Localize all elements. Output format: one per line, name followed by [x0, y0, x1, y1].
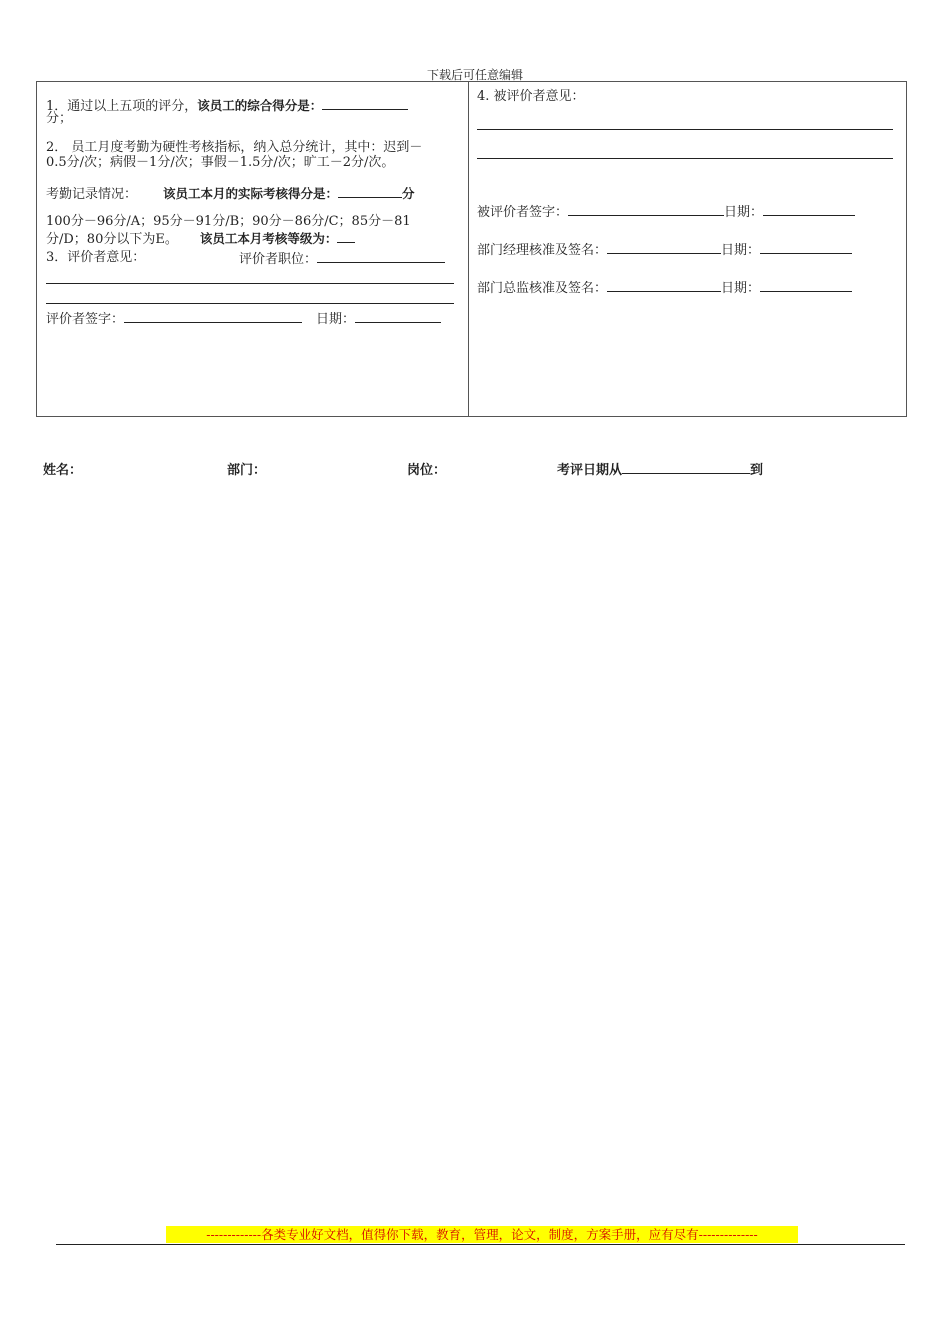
period-from-label: 考评日期从: [557, 463, 623, 478]
evaluation-period: [557, 459, 763, 478]
post-label: 岗位：: [407, 463, 447, 478]
grade-line1: 100分－96分/A；95分－91分/B；90分－86分/C；85分－81: [46, 214, 411, 229]
item1-line: [46, 97, 408, 114]
attendance-bold: 该员工本月的实际考核得分是：: [163, 186, 339, 201]
item1-prefix: 1．通过以上五项的评分，: [46, 99, 198, 114]
position-field[interactable]: [317, 250, 445, 263]
grade-line2: [46, 230, 355, 247]
name-label: 姓名：: [43, 463, 83, 478]
evaluation-box: [36, 81, 907, 417]
manager-date-label: 日期：: [721, 243, 761, 258]
appraisee-date-label: 日期：: [724, 205, 764, 220]
item4-label: 4. 被评价者意见：: [477, 89, 585, 104]
director-approval-label: 部门总监核准及签名：: [477, 281, 608, 296]
attendance-label: 考勤记录情况：: [46, 187, 138, 202]
appraisee-opinion-line-2[interactable]: [477, 158, 893, 159]
attendance-score-field[interactable]: [338, 185, 402, 198]
evaluator-signature-field[interactable]: [124, 310, 302, 323]
grade-field[interactable]: [337, 230, 355, 243]
appraisee-date-field[interactable]: [763, 203, 855, 216]
position-line: [239, 250, 445, 267]
column-divider: [468, 82, 469, 416]
period-start-field[interactable]: [622, 461, 750, 474]
grade-line2-plain: 分/D；80分以下为E。: [46, 232, 178, 247]
grade-bold: 该员工本月考核等级为：: [199, 231, 338, 246]
attendance-unit: 分: [402, 186, 415, 201]
manager-approval-label: 部门经理核准及签名：: [477, 243, 608, 258]
total-score-field[interactable]: [322, 97, 408, 110]
appraisee-signature-label: 被评价者签字：: [477, 205, 569, 220]
item3-label: 3．评价者意见：: [46, 250, 146, 265]
appraisee-signature-field[interactable]: [568, 203, 724, 216]
appraisee-opinion-line-1[interactable]: [477, 129, 893, 130]
item2-line2: 0.5分/次；病假－1分/次；事假－1.5分/次；旷工－2分/次。: [46, 155, 395, 170]
evaluator-date-label: 日期：: [316, 312, 356, 327]
period-to-label: 到: [750, 463, 764, 478]
item1-bold: 该员工的综合得分是：: [197, 98, 323, 113]
director-signature-field[interactable]: [607, 279, 721, 292]
manager-approval-line: [477, 241, 852, 258]
department-label: 部门：: [227, 463, 267, 478]
manager-signature-field[interactable]: [607, 241, 721, 254]
footer-rule: [56, 1244, 905, 1245]
page-header-note: 下载后可任意编辑: [426, 68, 523, 82]
appraisee-signature-line: [477, 203, 855, 220]
manager-date-field[interactable]: [760, 241, 852, 254]
item2-line1: 2． 员工月度考勤为硬性考核指标，纳入总分统计，其中：迟到－: [46, 140, 423, 155]
evaluator-signature-line: [46, 310, 441, 327]
evaluator-date-field[interactable]: [355, 310, 441, 323]
evaluator-opinion-line-2[interactable]: [46, 303, 454, 304]
item1-unit: 分；: [46, 111, 73, 126]
director-date-label: 日期：: [721, 281, 761, 296]
director-approval-line: [477, 279, 852, 296]
evaluator-opinion-line-1[interactable]: [46, 283, 454, 284]
evaluator-signature-label: 评价者签字：: [46, 312, 125, 327]
footer-banner: -------------各类专业好文档，值得你下载，教育，管理，论文，制度，方案手册，应有尽有--------------: [166, 1226, 798, 1243]
attendance-line: [46, 185, 415, 202]
director-date-field[interactable]: [760, 279, 852, 292]
position-label: 评价者职位：: [239, 252, 318, 267]
